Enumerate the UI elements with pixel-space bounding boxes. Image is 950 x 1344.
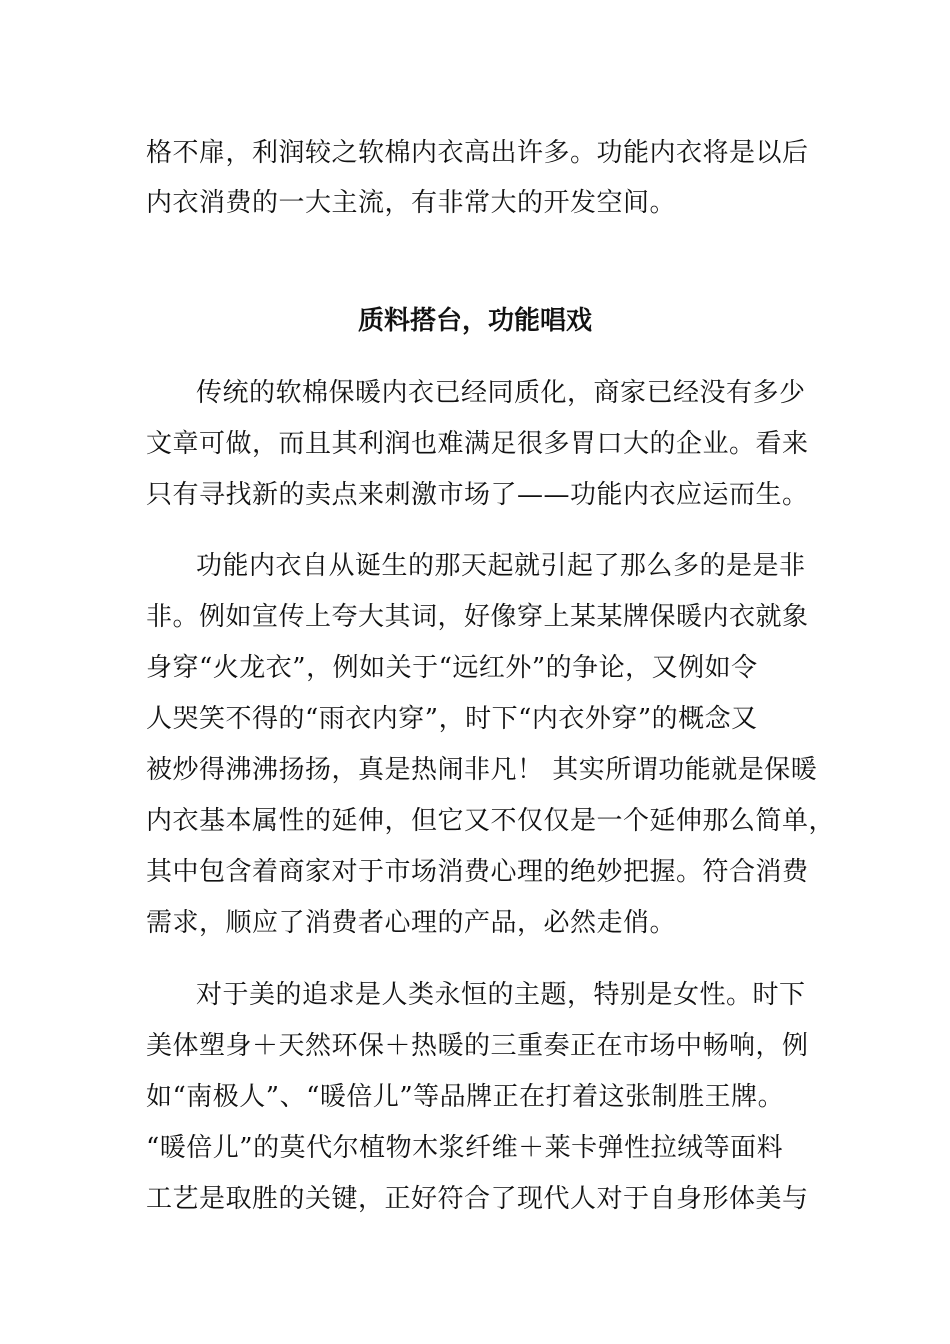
text-line: 功能内衣自从诞生的那天起就引起了那么多的是是非: [196, 551, 806, 581]
text-line: 内衣消费的一大主流，有非常大的开发空间。: [146, 188, 677, 218]
section-heading: 质料搭台，功能唱戏: [357, 306, 592, 336]
text-line: 传统的软棉保暖内衣已经同质化，商家已经没有多少: [196, 378, 806, 408]
text-line: 只有寻找新的卖点来刺激市场了——功能内衣应运而生。: [146, 480, 809, 510]
text-line: 美体塑身＋天然环保＋热暖的三重奏正在市场中畅响，例: [146, 1031, 809, 1061]
text-line: 对于美的追求是人类永恒的主题，特别是女性。时下: [196, 980, 806, 1010]
text-line: 其中包含着商家对于市场消费心理的绝妙把握。符合消费: [146, 857, 809, 887]
text-line: 文章可做，而且其利润也难满足很多胃口大的企业。看来: [146, 429, 809, 459]
text-line: 身穿“火龙衣”，例如关于“远红外”的争论，又例如令: [146, 653, 758, 683]
text-line: “暖倍儿”的莫代尔植物木浆纤维＋莱卡弹性拉绒等面料: [146, 1133, 784, 1163]
text-line: 人哭笑不得的“雨衣内穿”，时下“内衣外穿”的概念又: [146, 704, 758, 734]
text-line: 工艺是取胜的关键，正好符合了现代人对于自身形体美与: [146, 1184, 809, 1214]
text-line: 需求，顺应了消费者心理的产品，必然走俏。: [146, 908, 677, 938]
text-line: 内衣基本属性的延伸，但它又不仅仅是一个延伸那么简单，: [146, 806, 836, 836]
text-line: 被炒得沸沸扬扬，真是热闹非凡！ 其实所谓功能就是保暖: [146, 755, 818, 785]
text-line: 如“南极人”、“暖倍儿”等品牌正在打着这张制胜王牌。: [146, 1082, 785, 1112]
text-line: 格不扉，利润较之软棉内衣高出许多。功能内衣将是以后: [146, 138, 809, 168]
text-line: 非。例如宣传上夸大其词，好像穿上某某牌保暖内衣就象: [146, 602, 809, 632]
